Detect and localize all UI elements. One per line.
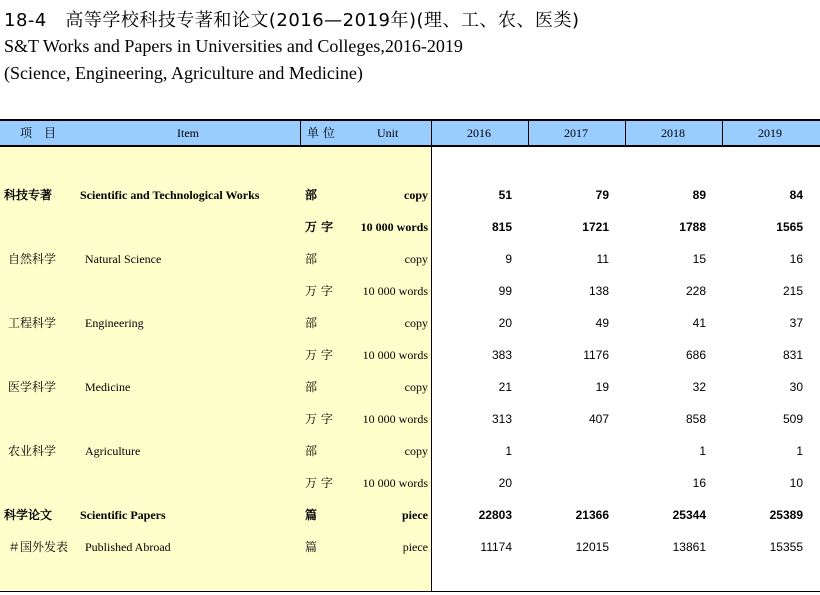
item-name-en: Published Abroad (85, 540, 171, 554)
item-name-en: Scientific and Technological Works (80, 188, 260, 202)
unit-en: 10 000 words (362, 284, 428, 298)
cell-value-2019: 1 (796, 444, 803, 458)
cell-value-2017: 1176 (583, 348, 609, 362)
cell-value-2018: 89 (692, 188, 706, 202)
cell-value-2017: 138 (588, 284, 609, 298)
unit-cn: 篇 (305, 508, 318, 522)
unit-cn: 部 (305, 316, 318, 330)
cell-value-2016: 20 (498, 316, 512, 330)
cell-value-2019: 16 (789, 252, 803, 266)
unit-cn: 部 (305, 380, 318, 394)
unit-cn: 部 (305, 188, 318, 202)
table-subtitle-english: (Science, Engineering, Agriculture and Medicine) (4, 63, 363, 83)
item-name-en: Scientific Papers (80, 508, 166, 522)
cell-value-2019: 37 (789, 316, 803, 330)
cell-value-2017: 11 (596, 252, 609, 266)
cell-value-2016: 815 (491, 220, 512, 234)
cell-value-2016: 20 (498, 476, 512, 490)
unit-cn: 部 (305, 444, 318, 458)
table-title-chinese: 18-4 高等学校科技专著和论文(2016—2019年)(理、工、农、医类) (4, 10, 580, 31)
item-name-en: Engineering (85, 316, 144, 330)
cell-value-2017: 19 (595, 380, 609, 394)
cell-value-2017: 12015 (575, 540, 609, 554)
cell-value-2016: 11174 (480, 540, 512, 554)
header-year-2017: 2017 (564, 126, 588, 140)
header-unit-en: Unit (377, 126, 399, 140)
cell-value-2019: 30 (789, 380, 803, 394)
header-divider (300, 119, 301, 147)
cell-value-2019: 509 (782, 412, 803, 426)
cell-value-2019: 215 (782, 284, 803, 298)
table-title-english: S&T Works and Papers in Universities and Colleges,2016-2019 (4, 36, 463, 56)
cell-value-2018: 16 (692, 476, 706, 490)
header-year-2019: 2019 (758, 126, 782, 140)
cell-value-2017: 1721 (582, 220, 609, 234)
cell-value-2017: 21366 (575, 508, 609, 522)
item-name-cn: ＃国外发表 (8, 540, 69, 554)
item-name-cn: 工程科学 (8, 316, 57, 330)
cell-value-2016: 1 (505, 444, 512, 458)
header-divider (528, 119, 529, 147)
cell-value-2016: 9 (505, 252, 512, 266)
cell-value-2019: 84 (789, 188, 803, 202)
cell-value-2016: 99 (498, 284, 512, 298)
header-item-en: Item (177, 126, 199, 140)
unit-cn: 篇 (305, 540, 318, 554)
header-year-2018: 2018 (661, 126, 685, 140)
unit-en: 10 000 words (362, 412, 428, 426)
item-name-en: Agriculture (85, 444, 141, 458)
cell-value-2018: 228 (685, 284, 706, 298)
cell-value-2019: 15355 (769, 540, 803, 554)
table-bottom-rule (0, 591, 820, 592)
cell-value-2018: 858 (685, 412, 706, 426)
item-name-cn: 农业科学 (8, 444, 57, 458)
cell-value-2016: 313 (491, 412, 512, 426)
unit-cn: 万 字 (305, 220, 334, 234)
cell-value-2018: 686 (685, 348, 706, 362)
item-name-en: Medicine (85, 380, 131, 394)
cell-value-2016: 383 (491, 348, 512, 362)
cell-value-2018: 13861 (672, 540, 706, 554)
cell-value-2016: 51 (498, 188, 512, 202)
item-name-cn: 科技专著 (4, 188, 53, 202)
cell-value-2018: 32 (692, 380, 706, 394)
cell-value-2018: 41 (692, 316, 706, 330)
item-name-en: Natural Science (85, 252, 162, 266)
unit-en: 10 000 words (362, 476, 428, 490)
unit-cn: 部 (305, 252, 318, 266)
unit-en: 10 000 words (360, 220, 428, 234)
unit-en: copy (404, 188, 428, 202)
unit-en: piece (402, 508, 428, 522)
unit-en: copy (404, 252, 428, 266)
unit-en: copy (404, 316, 428, 330)
header-year-2016: 2016 (467, 126, 491, 140)
header-unit-cn: 单 位 (307, 126, 335, 140)
item-unit-column-background (0, 147, 432, 592)
unit-cn: 万 字 (305, 284, 333, 298)
unit-cn: 万 字 (305, 412, 333, 426)
unit-en: copy (404, 380, 428, 394)
header-divider (722, 119, 723, 147)
item-name-cn: 自然科学 (8, 252, 57, 266)
cell-value-2018: 1 (699, 444, 706, 458)
cell-value-2016: 21 (498, 380, 512, 394)
cell-value-2019: 10 (789, 476, 803, 490)
header-item-cn: 项 目 (20, 126, 57, 140)
cell-value-2017: 49 (595, 316, 609, 330)
cell-value-2018: 25344 (672, 508, 706, 522)
unit-cn: 万 字 (305, 348, 333, 362)
cell-value-2017: 407 (588, 412, 609, 426)
unit-cn: 万 字 (305, 476, 333, 490)
cell-value-2019: 25389 (769, 508, 803, 522)
header-divider (625, 119, 626, 147)
cell-value-2017: 79 (595, 188, 609, 202)
cell-value-2019: 831 (782, 348, 803, 362)
cell-value-2018: 1788 (679, 220, 706, 234)
cell-value-2018: 15 (692, 252, 706, 266)
cell-value-2016: 22803 (478, 508, 512, 522)
unit-en: 10 000 words (362, 348, 428, 362)
item-name-cn: 科学论文 (4, 508, 53, 522)
cell-value-2019: 1565 (776, 220, 803, 234)
unit-en: piece (402, 540, 428, 554)
item-name-cn: 医学科学 (8, 380, 57, 394)
table-header-bar (0, 119, 820, 147)
unit-en: copy (404, 444, 428, 458)
